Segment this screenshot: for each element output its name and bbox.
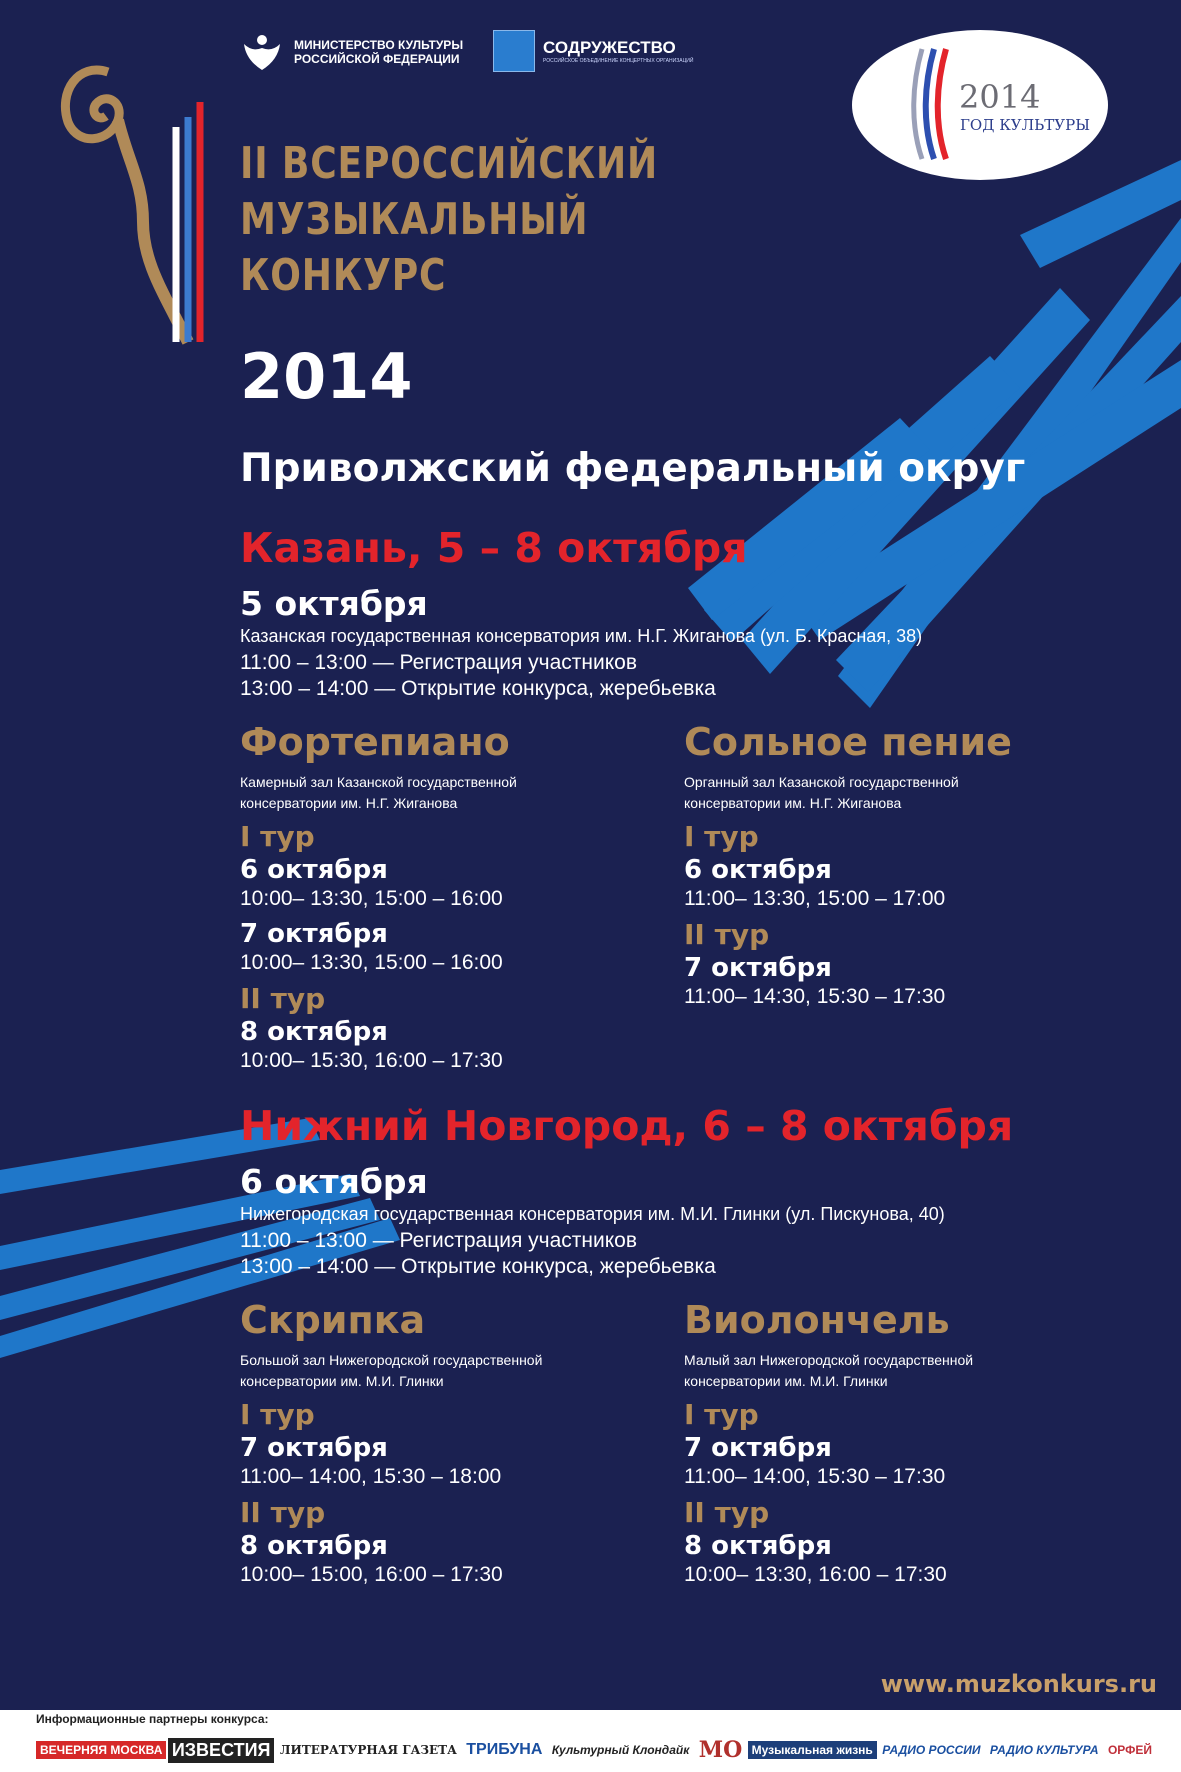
instrument-heading: Скрипка — [240, 1298, 426, 1342]
hall-line: Большой зал Нижегородской государственной — [240, 1352, 543, 1368]
hall-line: консерватории им. М.И. Глинки — [240, 1373, 444, 1389]
round-time: 10:00– 15:00, 16:00 – 17:30 — [240, 1563, 503, 1586]
round-time: 11:00– 14:00, 15:30 – 17:30 — [684, 1465, 946, 1488]
round-date: 8 октября — [240, 1531, 388, 1561]
partner-logo-vechernyaya-moskva: ВЕЧЕРНЯЯ МОСКВА — [36, 1741, 166, 1759]
round-date: 8 октября — [684, 1531, 832, 1561]
round-time: 10:00– 13:30, 15:00 – 16:00 — [240, 951, 503, 974]
round-date: 7 октября — [684, 1433, 832, 1463]
round-label: II тур — [684, 918, 770, 951]
title-line-1: II ВСЕРОССИЙСКИЙ — [240, 138, 658, 189]
round-date: 6 октября — [684, 855, 832, 885]
nn-opening: 13:00 – 14:00 — Открытие конкурса, жеребьевка — [240, 1255, 716, 1278]
round-label: I тур — [240, 1398, 315, 1431]
sodruzhestvo-subtitle: РОССИЙСКОЕ ОБЪЕДИНЕНИЕ КОНЦЕРТНЫХ ОРГАНИЗАЦИЙ — [543, 58, 694, 64]
kazan-venue: Казанская государственная консерватория им. Н.Г. Жиганова (ул. Б. Красная, 38) — [240, 626, 923, 646]
round-date: 7 октября — [684, 953, 832, 983]
ministry-logo — [240, 30, 474, 74]
hall-name — [240, 772, 640, 814]
violin-scroll-emblem — [48, 52, 218, 352]
cello-column — [684, 1298, 1084, 1588]
hall-line: консерватории им. М.И. Глинки — [684, 1373, 888, 1389]
kazan-opening: 13:00 – 14:00 — Открытие конкурса, жеребьевка — [240, 677, 716, 700]
partner-logo-radio-rossii: РАДИО РОССИИ — [882, 1743, 981, 1757]
nn-city-heading: Нижний Новгород, 6 – 8 октября — [240, 1102, 1014, 1150]
round-date: 7 октября — [240, 1433, 388, 1463]
partner-logo-radio-kultura: РАДИО КУЛЬТУРА — [989, 1743, 1099, 1757]
sodruzhestvo-logo — [493, 30, 713, 72]
partner-logo-klondaik: Культурный Клондайк — [551, 1743, 690, 1757]
partner-logo-literaturnaya-gazeta: ЛИТЕРАТУРНАЯ ГАЗЕТА — [279, 1743, 457, 1757]
kazan-city-heading: Казань, 5 – 8 октября — [240, 524, 748, 572]
round-time: 11:00– 13:30, 15:00 – 17:00 — [684, 887, 946, 910]
solo-singing-column — [684, 720, 1084, 1010]
hall-name — [240, 1350, 640, 1392]
title-line-2: МУЗЫКАЛЬНЫЙ — [240, 194, 589, 245]
partners-strip — [0, 1710, 1181, 1772]
hall-line: Органный зал Казанской государственной — [684, 774, 959, 790]
hall-line: Малый зал Нижегородской государственной — [684, 1352, 974, 1368]
round-time: 10:00– 13:30, 15:00 – 16:00 — [240, 887, 503, 910]
instrument-heading: Сольное пение — [684, 720, 1012, 764]
instrument-heading: Виолончель — [684, 1298, 950, 1342]
hall-line: консерватории им. Н.Г. Жиганова — [684, 795, 902, 811]
hall-line: Камерный зал Казанской государственной — [240, 774, 517, 790]
hall-line: консерватории им. Н.Г. Жиганова — [240, 795, 458, 811]
round-label: II тур — [240, 982, 326, 1015]
website-link[interactable]: www.muzkonkurs.ru — [880, 1670, 1157, 1698]
nn-opening-date: 6 октября — [240, 1162, 428, 1201]
hall-name — [684, 772, 1084, 814]
violin-column — [240, 1298, 640, 1588]
region-title: Приволжский федеральный округ — [240, 446, 1026, 491]
sodruzhestvo-icon — [493, 30, 535, 72]
nn-registration: 11:00 – 13:00 — Регистрация участников — [240, 1229, 637, 1252]
round-time: 11:00– 14:30, 15:30 – 17:30 — [684, 985, 946, 1008]
round-time: 11:00– 14:00, 15:30 – 18:00 — [240, 1465, 502, 1488]
sodruzhestvo-title: СОДРУЖЕСТВО — [543, 38, 676, 57]
partners-label: Информационные партнеры конкурса: — [36, 1712, 269, 1726]
badge-label: ГОД КУЛЬТУРЫ — [960, 116, 1090, 134]
ministry-line-2: РОССИЙСКОЙ ФЕДЕРАЦИИ — [294, 52, 460, 66]
round-date: 7 октября — [240, 919, 388, 949]
partner-logo-tribuna: ТРИБУНА — [466, 1741, 543, 1758]
year-of-culture-badge — [852, 30, 1108, 180]
partner-logo-muzykalnaya-zhizn: Музыкальная жизнь — [748, 1741, 877, 1759]
round-date: 6 октября — [240, 855, 388, 885]
nn-venue: Нижегородская государственная консерватория им. М.И. Глинки (ул. Пискунова, 40) — [240, 1204, 945, 1224]
partner-logos — [36, 1732, 1156, 1768]
piano-column — [240, 720, 640, 1074]
round-label: I тур — [684, 820, 759, 853]
kazan-opening-date: 5 октября — [240, 584, 428, 623]
round-label: I тур — [240, 820, 315, 853]
round-date: 8 октября — [240, 1017, 388, 1047]
eagle-emblem-icon — [240, 30, 284, 74]
hall-name — [684, 1350, 1084, 1392]
flag-strokes-icon — [902, 44, 962, 164]
title-line-3: КОНКУРС — [240, 250, 447, 301]
round-time: 10:00– 13:30, 16:00 – 17:30 — [684, 1563, 947, 1586]
instrument-heading: Фортепиано — [240, 720, 510, 764]
competition-title — [240, 136, 699, 304]
round-label: II тур — [240, 1496, 326, 1529]
badge-year: 2014 — [959, 78, 1041, 116]
kazan-registration: 11:00 – 13:00 — Регистрация участников — [240, 651, 637, 674]
partner-logo-izvestia: ИЗВЕСТИЯ — [168, 1738, 275, 1763]
round-label: I тур — [684, 1398, 759, 1431]
round-time: 10:00– 15:30, 16:00 – 17:30 — [240, 1049, 503, 1072]
partner-logo-mo: МО — [698, 1737, 743, 1763]
competition-year: 2014 — [240, 340, 413, 413]
ministry-line-1: МИНИСТЕРСТВО КУЛЬТУРЫ — [294, 38, 464, 52]
partner-logo-orfei: ОРФЕЙ — [1107, 1743, 1152, 1757]
round-label: II тур — [684, 1496, 770, 1529]
